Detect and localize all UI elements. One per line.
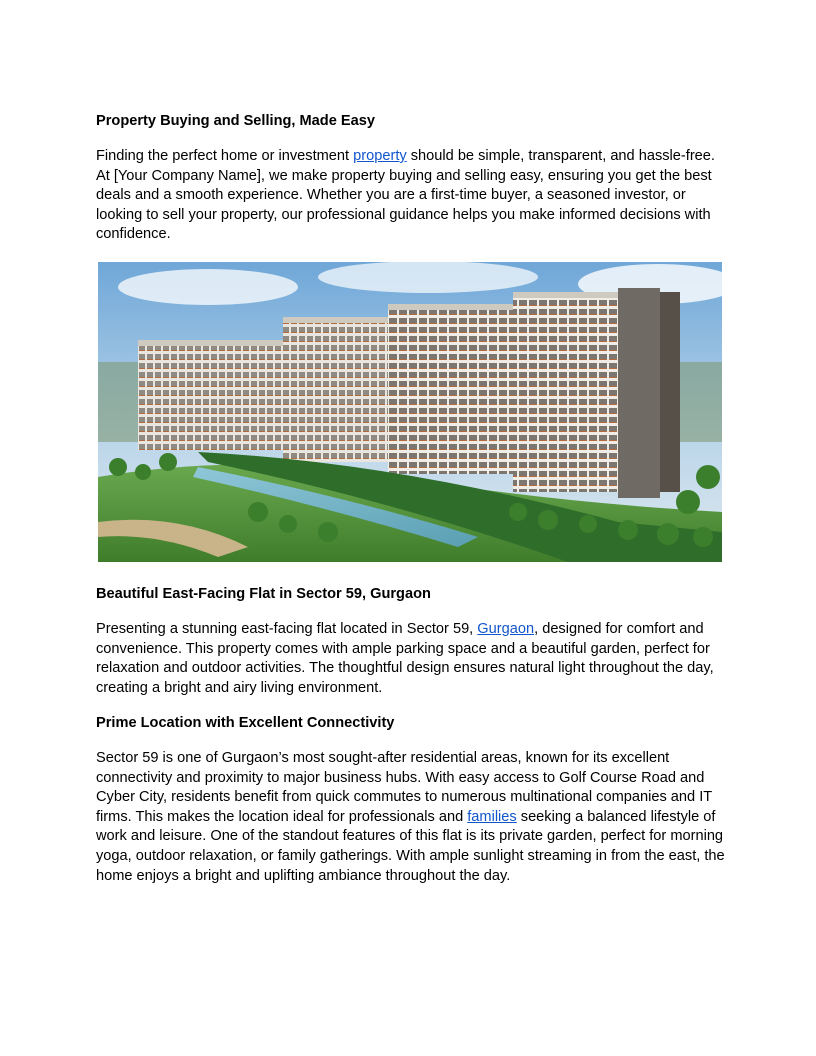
link-property[interactable]: property [353,148,407,164]
heading-east-facing-flat: Beautiful East-Facing Flat in Sector 59, Gurgaon [96,586,431,602]
heading-prime-location: Prime Location with Excellent Connectivity [96,715,395,731]
paragraph-flat-text-start: Presenting a stunning east-facing flat located in Sector 59, [96,621,478,637]
paragraph-location-text-end: seeking a balanced lifestyle of work and leisure. One of the standout features of this flat is its private garden, perfect for morning yoga, outdoor relaxation, or family gatherings. With ample sunlight streaming in from the east, the home enjoys a bright and uplifting ambiance throughout the day. [96,808,725,884]
paragraph-flat-text-end: , designed for comfort and convenience. This property comes with ample parking space and a beautiful garden, perfect for relaxation and outdoor activities. The thoughtful design ensures natural light throughout the day, creating a bright and airy living environment. [96,621,714,696]
paragraph-intro [96,147,726,245]
heading-property-buying: Property Buying and Selling, Made Easy [96,113,375,129]
apartment-complex-photo [98,262,722,562]
paragraph-flat-description [96,620,726,698]
link-families[interactable]: families [467,808,517,825]
paragraph-location-text-start: Sector 59 is one of Gurgaon’s most sought-after residential areas, known for its excellent connectivity and proximity to major business hubs. With easy access to Golf Course Road and Cyber City, residents benefit from quick commutes to numerous multinational companies and IT firms. This makes the location ideal for professionals and [96,750,712,825]
paragraph-location [96,749,726,886]
link-gurgaon[interactable]: Gurgaon [477,621,535,637]
paragraph-intro-text-end: should be simple, transparent, and hassle-free. At [Your Company Name], we make property buying and selling easy, ensuring you get the best deals and a smooth experience. Whether you are a first-time buyer, a seasoned investor, or looking to sell your property, our professional guidance helps you make informed decisions with confidence. [96,148,715,243]
paragraph-intro-text-start: Finding the perfect home or investment [96,148,354,164]
